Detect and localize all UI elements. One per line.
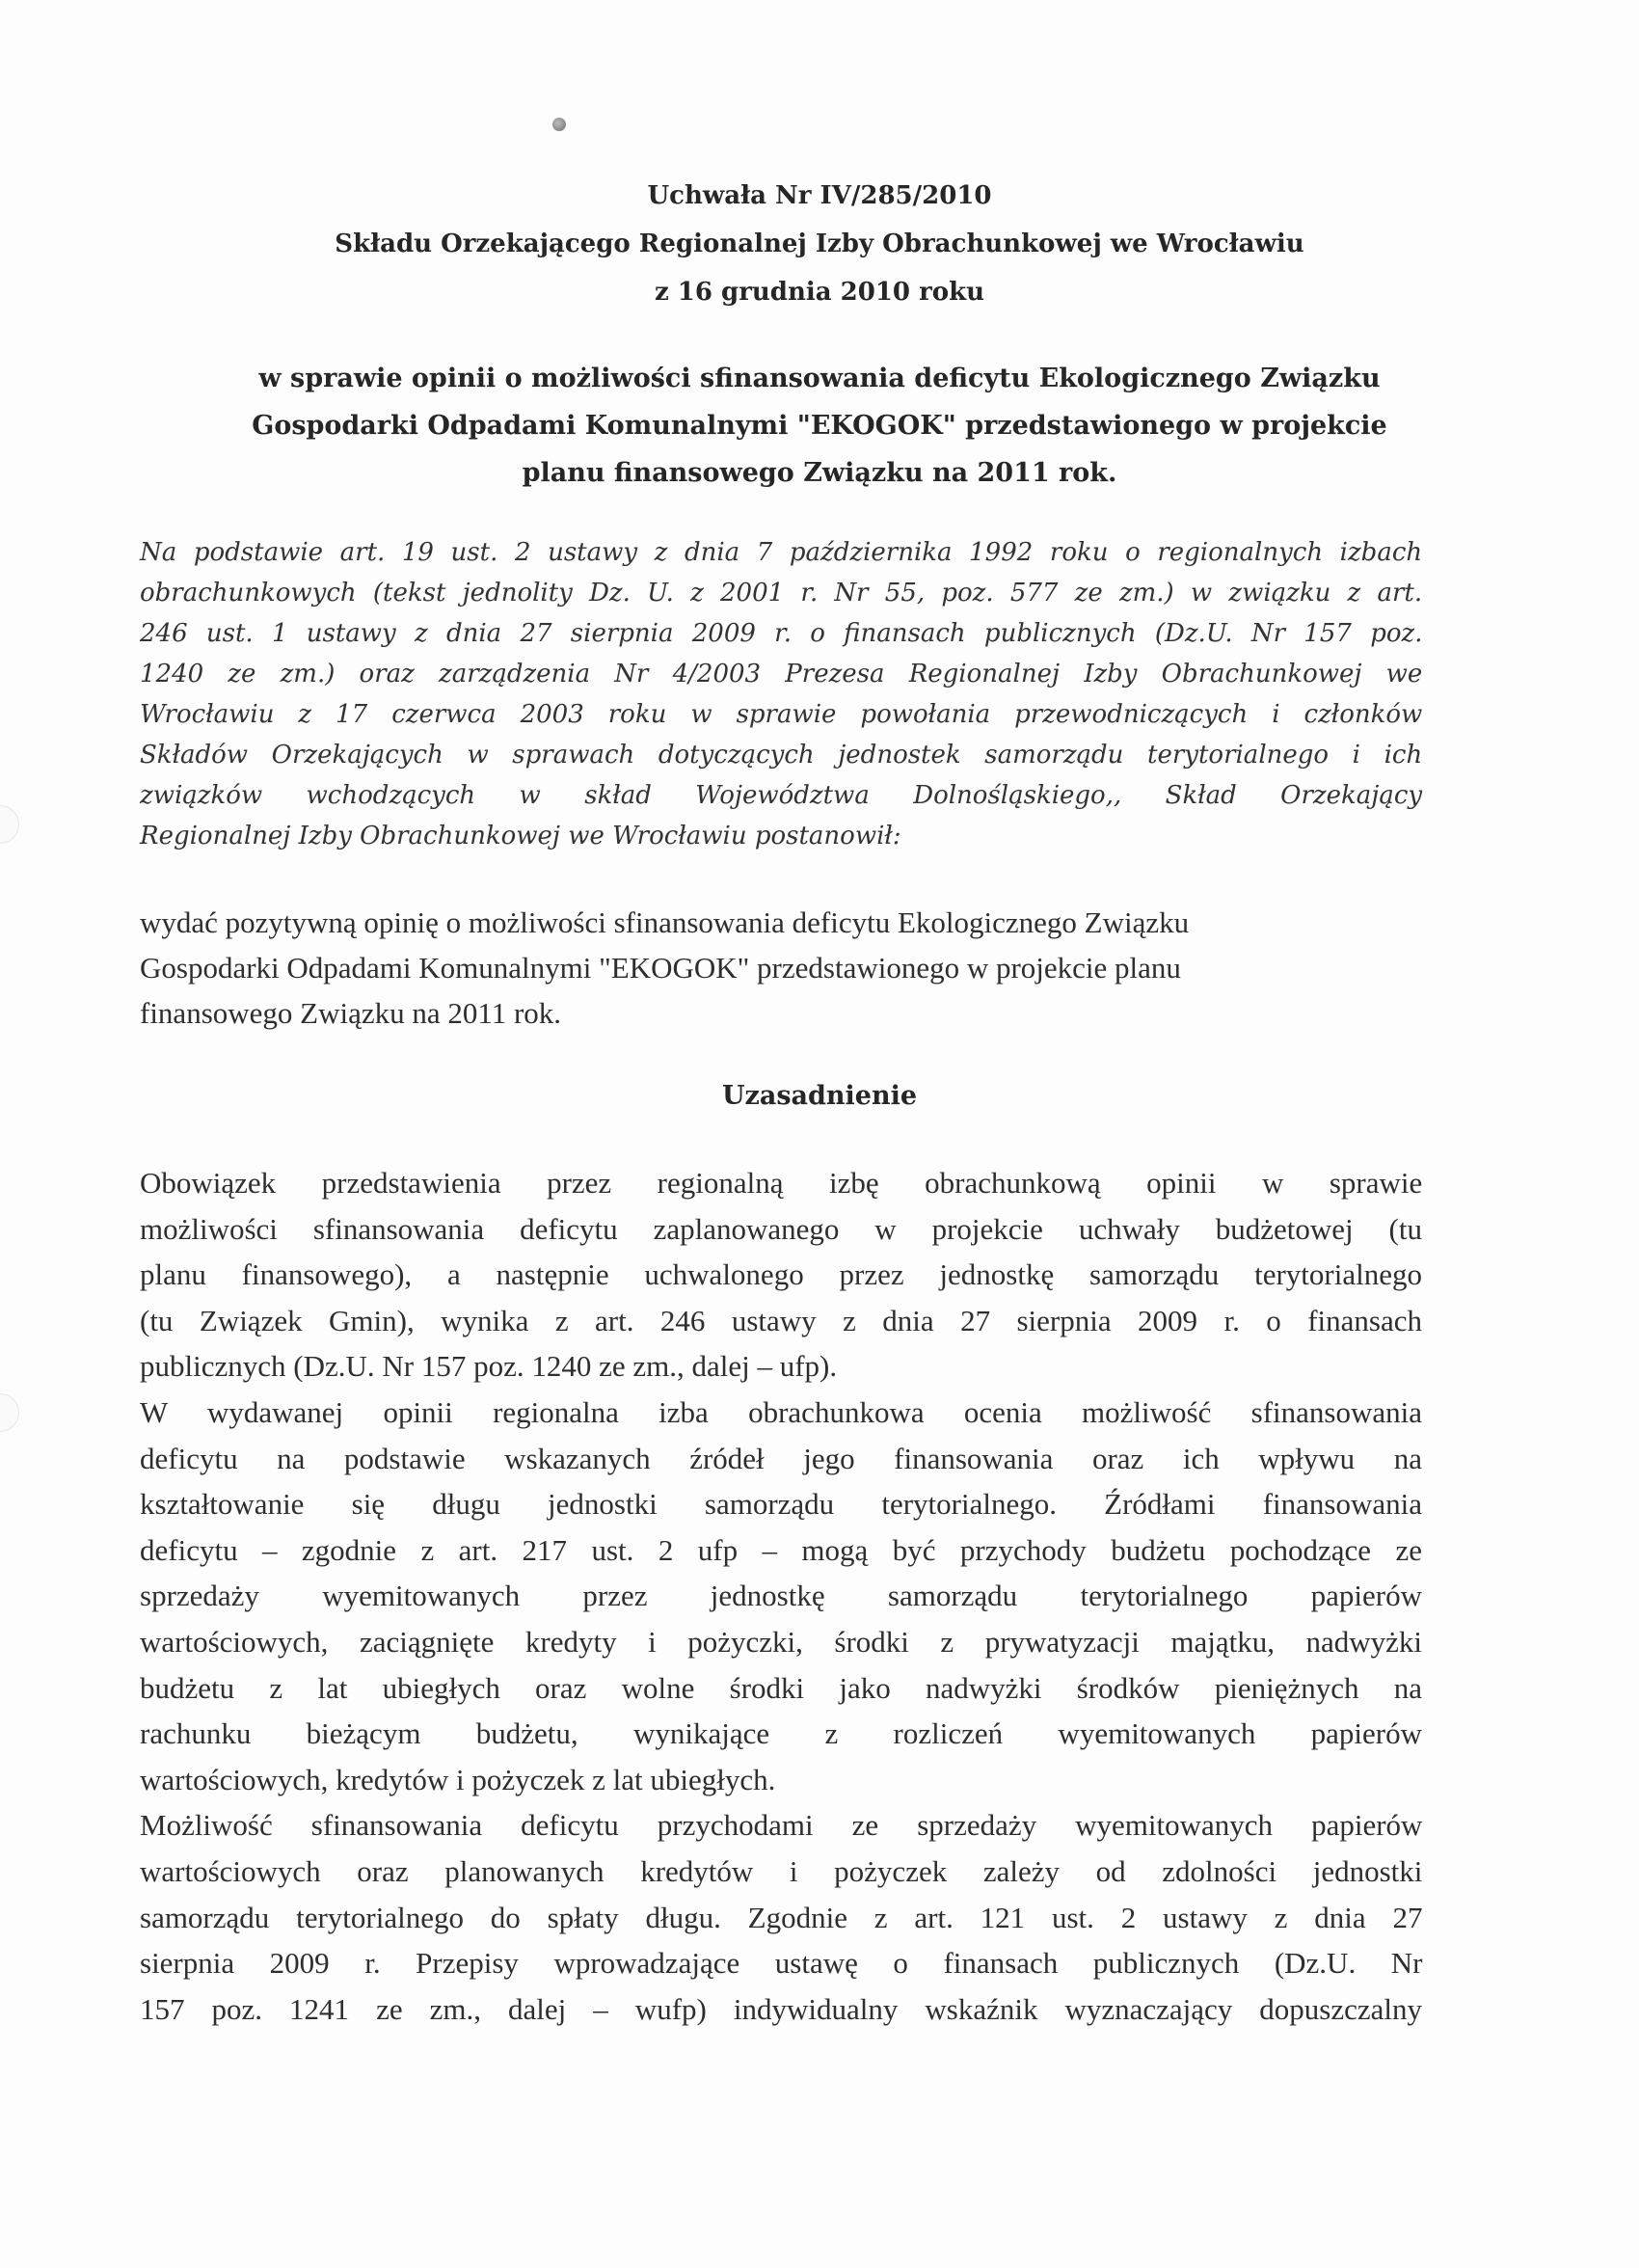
rationale-line: (tu Związek Gmin), wynika z art. 246 ustawy z dnia 27 sierpnia 2009 r. o finansach (140, 1303, 1422, 1337)
rationale-line: Obowiązek przedstawienia przez regionalną izbę obrachunkową opinii w sprawie (140, 1166, 1423, 1200)
resolution-date: z 16 grudnia 2010 roku (654, 278, 985, 307)
rationale-line: sprzedaży wyemitowanych przez jednostkę samorządu terytorialnego papierów (140, 1579, 1422, 1613)
resolution-header (0, 172, 1639, 316)
legal-basis (140, 532, 1422, 856)
rationale-line: sierpnia 2009 r. Przepisy wprowadzające ustawę o finansach publicznych (Dz.U. Nr (140, 1946, 1423, 1981)
subject-line: planu finansowego Związku na 2011 rok. (522, 458, 1117, 488)
rationale-line: 157 poz. 1241 ze zm., dalej – wufp) indywidualny wskaźnik wyznaczający dopuszczalny (140, 1991, 1423, 2026)
basis-line: związków wchodzących w skład Województwa Dolnośląskiego,, Skład Orzekający (140, 781, 1423, 810)
rationale-line: deficytu – zgodnie z art. 217 ust. 2 ufp – mogą być przychody budżetu pochodzące ze (140, 1532, 1422, 1567)
rationale-line: samorządu terytorialnego do spłaty długu. Zgodnie z art. 121 ust. 2 ustawy z dnia 27 (140, 1900, 1423, 1934)
punch-hole-top (0, 805, 19, 844)
rationale-line: W wydawanej opinii regionalna izba obrachunkowa ocenia możliwość sfinansowania (140, 1394, 1422, 1429)
resolution-number: Uchwała Nr IV/285/2010 (647, 181, 992, 210)
punch-hole-bottom (0, 1393, 19, 1432)
resolution-subject (0, 355, 1639, 497)
rationale-line: wartościowych, kredytów i pożyczek z lat ubiegłych. (140, 1762, 776, 1796)
rationale-line: wartościowych oraz planowanych kredytów i pożyczek zależy od zdolności jednostki (140, 1853, 1423, 1888)
punch-mark (552, 118, 566, 131)
rationale-line: publicznych (Dz.U. Nr 157 poz. 1240 ze zm., dalej – ufp). (140, 1349, 838, 1384)
basis-line: Regionalnej Izby Obrachunkowej we Wrocławiu postanowił: (140, 822, 901, 850)
decision-line: wydać pozytywną opinię o możliwości sfinansowania deficytu Ekologicznego Związku (140, 905, 1190, 939)
rationale-line: budżetu z lat ubiegłych oraz wolne środki jako nadwyżki środków pieniężnych na (140, 1670, 1422, 1705)
rationale-line: deficytu na podstawie wskazanych źródeł jego finansowania oraz ich wpływu na (140, 1441, 1422, 1475)
basis-line: Wrocławiu z 17 czerwca 2003 roku w sprawie powołania przewodniczących i członków (140, 700, 1423, 729)
subject-line: Gospodarki Odpadami Komunalnymi "EKOGOK" przedstawionego w projekcie (252, 411, 1387, 441)
rationale-heading: Uzasadnienie (721, 1081, 918, 1111)
issuing-body: Składu Orzekającego Regionalnej Izby Obrachunkowej we Wrocławiu (335, 230, 1304, 258)
decision-line: finansowego Związku na 2011 rok. (140, 996, 562, 1030)
basis-line: Na podstawie art. 19 ust. 2 ustawy z dnia 7 października 1992 roku o regionalnych izbach (140, 538, 1423, 567)
basis-line: 1240 ze zm.) oraz zarządzenia Nr 4/2003 Prezesa Regionalnej Izby Obrachunkowej we (140, 660, 1423, 688)
basis-line: Składów Orzekających w sprawach dotyczących jednostek samorządu terytorialnego i ich (140, 741, 1423, 770)
basis-line: 246 ust. 1 ustawy z dnia 27 sierpnia 2009 r. o finansach publicznych (Dz.U. Nr 157 poz. (140, 619, 1423, 648)
decision-line: Gospodarki Odpadami Komunalnymi "EKOGOK" przedstawionego w projekcie planu (140, 951, 1181, 985)
subject-line: w sprawie opinii o możliwości sfinansowania deficytu Ekologicznego Związku (258, 364, 1381, 393)
rationale-line: wartościowych, zaciągnięte kredyty i pożyczki, środki z prywatyzacji majątku, nadwyżki (140, 1624, 1422, 1659)
rationale-text (140, 1160, 1422, 2032)
basis-line: obrachunkowych (tekst jednolity Dz. U. z 2001 r. Nr 55, poz. 577 ze zm.) w związku z art. (140, 579, 1423, 608)
rationale-line: rachunku bieżącym budżetu, wynikające z rozliczeń wyemitowanych papierów (140, 1716, 1422, 1751)
rationale-line: Możliwość sfinansowania deficytu przychodami ze sprzedaży wyemitowanych papierów (140, 1808, 1423, 1843)
rationale-line: kształtowanie się długu jednostki samorządu terytorialnego. Źródłami finansowania (140, 1487, 1422, 1522)
decision-text (140, 900, 1422, 1036)
rationale-line: możliwości sfinansowania deficytu zaplanowanego w projekcie uchwały budżetowej (tu (140, 1211, 1422, 1246)
rationale-line: planu finansowego), a następnie uchwalonego przez jednostkę samorządu terytorialnego (140, 1257, 1422, 1292)
